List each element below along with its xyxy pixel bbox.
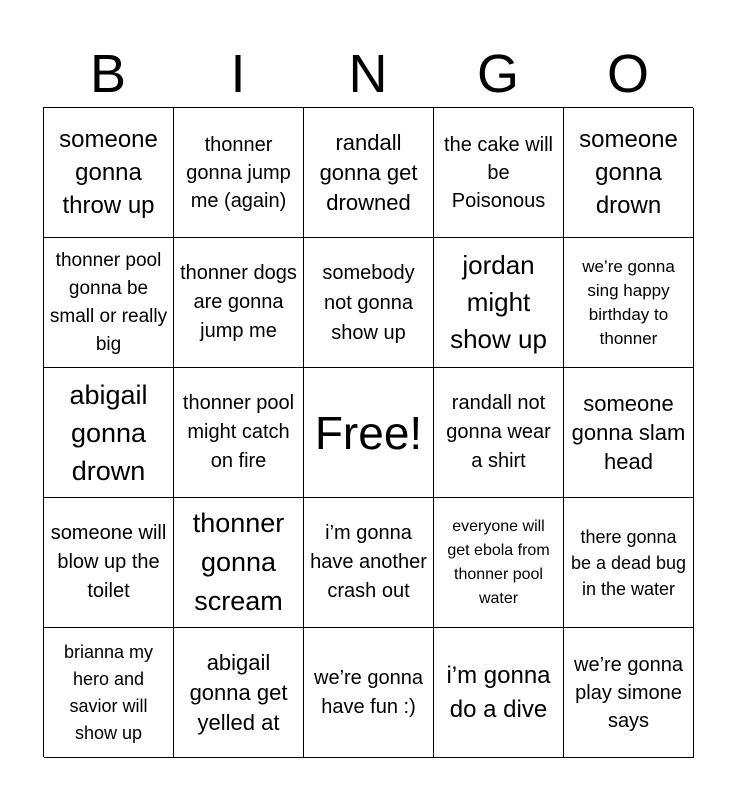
cell-text: somebody not gonna show up (322, 261, 415, 344)
bingo-cell-r5-c2[interactable] (174, 628, 304, 758)
bingo-cell-r4-c5[interactable] (564, 498, 694, 628)
cell-text: abigail gonna drown (69, 379, 148, 486)
cell-text: someone gonna throw up (59, 126, 158, 219)
bingo-cell-r3-c5[interactable] (564, 368, 694, 498)
bingo-cell-r1-c2[interactable] (174, 108, 304, 238)
cell-text: someone gonna slam head (571, 391, 686, 474)
cell-text: brianna my hero and savior will show up (63, 641, 154, 743)
bingo-cell-r2-c3[interactable] (304, 238, 434, 368)
cell-text: someone gonna drown (579, 126, 678, 219)
cell-text: thonner pool gonna be small or really big (49, 249, 168, 355)
bingo-cell-r1-c1[interactable] (44, 108, 174, 238)
bingo-cell-r5-c4[interactable] (434, 628, 564, 758)
cell-text: abigail gonna get yelled at (189, 649, 288, 735)
bingo-cell-r4-c3[interactable] (304, 498, 434, 628)
cell-text: thonner gonna jump me (again) (186, 133, 291, 212)
header-letter-i: I (230, 44, 246, 104)
bingo-cell-r1-c4[interactable] (434, 108, 564, 238)
header-letter-b: B (89, 44, 127, 104)
header-letter-g: G (476, 44, 519, 104)
cell-text: the cake will be Poisonous (444, 133, 553, 212)
cell-text: randall gonna get drowned (319, 129, 418, 215)
cell-text: randall not gonna wear a shirt (446, 392, 551, 472)
bingo-cell-r2-c1[interactable] (44, 238, 174, 368)
bingo-cell-r4-c4[interactable] (434, 498, 564, 628)
bingo-cell-r4-c2[interactable] (174, 498, 304, 628)
free-space[interactable] (304, 368, 434, 498)
cell-text: we’re gonna sing happy birthday to thonner (582, 256, 675, 348)
bingo-cell-r5-c5[interactable] (564, 628, 694, 758)
cell-text: i’m gonna do a dive (446, 661, 551, 723)
header-letter-o: O (606, 44, 649, 104)
bingo-cell-r5-c3[interactable] (304, 628, 434, 758)
bingo-cell-r3-c2[interactable] (174, 368, 304, 498)
bingo-cell-r4-c1[interactable] (44, 498, 174, 628)
cell-text: we’re gonna have fun :) (314, 666, 423, 718)
cell-text: thonner pool might catch on fire (182, 392, 295, 472)
cell-text: i’m gonna have another crash out (310, 522, 427, 602)
cell-text: we’re gonna play simone says (574, 653, 683, 732)
cell-text: jordan might show up (450, 250, 547, 354)
bingo-cell-r5-c1[interactable] (44, 628, 174, 758)
bingo-cell-r2-c4[interactable] (434, 238, 564, 368)
bingo-cell-r3-c4[interactable] (434, 368, 564, 498)
bingo-card (43, 107, 693, 757)
cell-text: someone will blow up the toilet (50, 522, 167, 602)
bingo-cell-r2-c5[interactable] (564, 238, 694, 368)
free-space-label: Free! (314, 406, 423, 459)
cell-text: thonner dogs are gonna jump me (180, 262, 297, 342)
bingo-cell-r3-c1[interactable] (44, 368, 174, 498)
bingo-cell-r1-c3[interactable] (304, 108, 434, 238)
cell-text: everyone will get ebola from thonner pool water (447, 517, 550, 607)
bingo-header (43, 40, 693, 108)
bingo-cell-r2-c2[interactable] (174, 238, 304, 368)
cell-text: there gonna be a dead bug in the water (570, 526, 687, 599)
bingo-cell-r1-c5[interactable] (564, 108, 694, 238)
cell-text: thonner gonna scream (192, 508, 285, 616)
header-letter-n: N (348, 44, 388, 104)
